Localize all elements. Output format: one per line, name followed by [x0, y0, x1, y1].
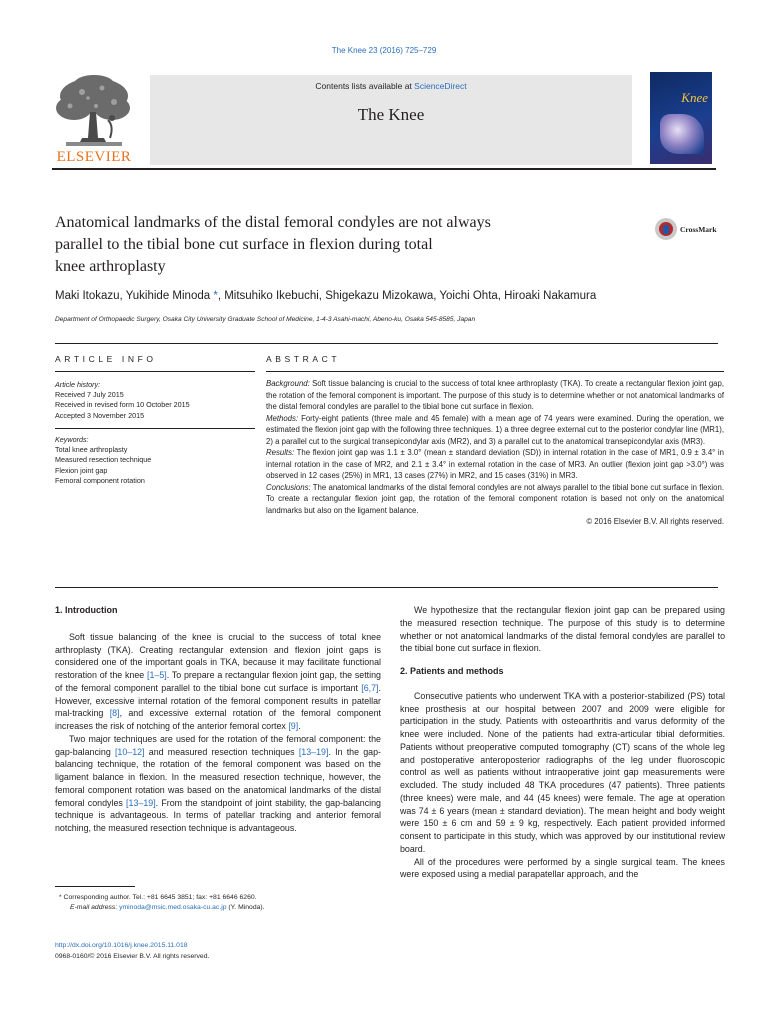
article-title — [55, 212, 615, 278]
abstract-background — [266, 378, 724, 413]
elsevier-logo — [52, 72, 136, 168]
email-label: E-mail address: — [70, 904, 120, 911]
email-suffix: (Y. Minoda). — [226, 904, 265, 911]
abstract-conclusions — [266, 482, 724, 517]
authors-text: Maki Itokazu, Yukihide Minoda — [55, 290, 214, 302]
conclusions-text: The anatomical landmarks of the distal femoral condyles are not always parallel to the tibial bone cut surface in flexion. To create a rectangular flexion joint gap, the rotation of the femoral component rotation is based not only on the anatomical landmarks but also on the ligament balance. — [266, 482, 724, 515]
keywords — [55, 435, 255, 486]
article-info-underline — [55, 371, 255, 372]
masthead-box — [150, 75, 632, 165]
email-line — [55, 903, 385, 913]
email-link[interactable]: yminoda@msic.med.osaka-cu.ac.jp — [119, 904, 227, 911]
contents-line — [150, 81, 632, 91]
text-run: and measured resection techniques — [144, 746, 299, 757]
footnote-rule — [55, 886, 135, 887]
knee-implant-image — [660, 114, 704, 154]
left-column — [55, 604, 381, 835]
right-column — [400, 604, 725, 881]
citation-link[interactable]: [10–12] — [114, 746, 145, 757]
background-label: Background: — [266, 379, 310, 388]
citation-link[interactable]: [13–19] — [298, 746, 329, 757]
crossmark-icon — [655, 218, 677, 240]
text-run: , and excessive external rotation of the femoral component increases the risk of notching of the anterior femoral cortex — [55, 708, 381, 731]
journal-name: The Knee — [357, 105, 425, 124]
text-run: . From the standpoint of joint stability, the gap-balancing technique is advantageous. In terms of patellar tracking and anterior femoral notching, the measured resection technique is advantageous. — [55, 797, 381, 833]
article-history — [55, 380, 255, 421]
citation-link[interactable]: [6,7] — [361, 682, 379, 693]
journal-cover-thumbnail[interactable] — [650, 72, 712, 164]
history-item: Accepted 3 November 2015 — [55, 410, 145, 420]
article-info-heading: ARTICLE INFO — [55, 354, 157, 364]
citation-link[interactable]: [1–5] — [147, 670, 167, 680]
abstract-heading: ABSTRACT — [266, 354, 341, 364]
journal-reference[interactable]: The Knee 23 (2016) 725–729 — [331, 46, 437, 55]
text-run: . To prepare a rectangular flexion joint gap, the setting of the femoral component parallel to the tibial bone cut surface is important — [55, 670, 381, 693]
history-item: Received 7 July 2015 — [55, 390, 124, 400]
history-item: Received in revised form 10 October 2015 — [55, 400, 190, 410]
cover-title: Knee — [681, 90, 708, 105]
citation-link[interactable]: [9] — [288, 721, 299, 731]
masthead-divider — [52, 168, 716, 170]
abstract-methods — [266, 413, 724, 448]
crossmark-label: CrossMark — [680, 224, 717, 234]
results-text: The flexion joint gap was 1.1 ± 3.0° (mean ± standard deviation (SD)) in internal rotation in the case of MR1, 0.9 ± 3.4° in internal rotation in the case of MR2, and 2.1 ± 3.4° in external rotation in the case of MR3. An outlier (flexion joint gap >3.0°) was observed in 12 cases (25%) in MR1, 13 cases (27%) in MR2, and 15 cases (31%) in MR3. — [266, 448, 724, 480]
author-affiliation: Department of Orthopaedic Surgery, Osaka City University Graduate School of Medicine, 1-4-3 Asahi-machi, Abeno-ku, Osaka 545-8585, Japan — [55, 316, 476, 323]
background-text: Soft tissue balancing is crucial to the success of total knee arthroplasty (TKA). To create a rectangular flexion joint gap, the rotation of the femoral component is important. The purpose of this study is to determine whether or not anatomical landmarks of the distal femoral condyles are parallel to the tibial bone cut surface in flexion. — [266, 379, 724, 411]
doi-link[interactable]: http://dx.doi.org/10.1016/j.knee.2015.11.018 — [55, 942, 188, 949]
methods-label: Methods: — [266, 413, 299, 423]
doi-block — [55, 940, 209, 962]
keyword-item: Flexion joint gap — [55, 465, 108, 475]
title-line: knee arthroplasty — [55, 258, 166, 275]
keyword-item: Femoral component rotation — [55, 475, 145, 485]
text-run: Soft tissue balancing of the knee is crucial to the success of total knee arthroplasty (TKA). Creating rectangular extension and flexion joint gaps is considered one of the important goals in TKA, because it may facilitate functional restoration of the knee — [55, 631, 381, 680]
text-run: Two major techniques are used for the rotation of the femoral component: the gap-balancing — [55, 733, 381, 757]
abstract-underline — [266, 371, 724, 372]
crossmark-badge[interactable] — [655, 218, 717, 240]
methods-text: Forty-eight patients (three male and 45 female) with a mean age of 74 years were examined. During the operation, we estimated the flexion joint gap with the following three techniques. 1) a three degree external cut to the posterior condylar line (MR1), 2) a parallel cut to the surgical transepicondylar axis (MR2), and 3) a parallel cut to the anatomical transepicondylar axis (MR3). — [266, 413, 724, 446]
section-divider — [55, 343, 718, 344]
citation-link[interactable]: [8] — [109, 708, 120, 719]
abstract-copyright: © 2016 Elsevier B.V. All rights reserved. — [586, 517, 724, 526]
intro-paragraph-2 — [55, 733, 381, 835]
results-label: Results: — [266, 448, 295, 457]
elsevier-wordmark: ELSEVIER — [56, 149, 132, 165]
issn-line: 0968-0160/© 2016 Elsevier B.V. All rights reserved. — [55, 953, 210, 960]
corresponding-author-footnote — [55, 893, 385, 913]
introduction-heading: 1. Introduction — [55, 605, 118, 615]
info-divider — [55, 428, 255, 429]
sciencedirect-link[interactable]: ScienceDirect — [414, 81, 467, 91]
methods-paragraph-1: Consecutive patients who underwent TKA with a posterior-stabilized (PS) total knee prosthesis at our hospital between 2007 and 2009 were eligible for participation in the study. Patients with osteoarthritis and varus deformity of the knee were included. None of the patients had extra-articular tibial deformities. Patients without preoperative computed tomography (CT) scans of the whole leg and postoperative anteroposterior radiographs of the leg under fluoroscopic control as well as patients without intraoperative joint gap measurements were excluded. The study included 48 TKA procedures (47 patients). Three patients (three knees) were male, and 44 (45 knees) were female. The age at operation was 74 ± 6 years (mean ± standard deviation). The mean height and body weight were 150 ± 6 cm and 59 ± 9 kg, respectively. Each patient provided informed consent to participate in this study, which was approved by our institutional review board. — [400, 690, 725, 854]
abstract-body — [266, 378, 724, 528]
body-divider — [55, 587, 718, 588]
keyword-item: Total knee arthroplasty — [55, 445, 128, 455]
keyword-item: Measured resection technique — [55, 455, 152, 465]
history-label: Article history: — [55, 380, 101, 389]
author-list — [55, 290, 735, 302]
text-run: . However, excessive internal rotation of the femoral component results in patellar mal-tracking — [55, 682, 381, 719]
title-line: Anatomical landmarks of the distal femoral condyles are not always — [55, 214, 491, 231]
authors-rest: , Mitsuhiko Ikebuchi, Shigekazu Mizokawa, Yoichi Ohta, Hiroaki Nakamura — [217, 290, 597, 302]
title-line: parallel to the tibial bone cut surface in flexion during total — [55, 236, 433, 253]
abstract-results — [266, 447, 724, 482]
corresponding-author-line: * Corresponding author. Tel.: +81 6645 3851; fax: +81 6646 6260. — [59, 894, 257, 901]
text-run: . — [298, 721, 301, 731]
citation-link[interactable]: [13–19] — [126, 797, 156, 808]
keywords-label: Keywords: — [55, 435, 89, 444]
contents-prefix: Contents lists available at — [315, 81, 415, 91]
conclusions-label: Conclusions: — [266, 482, 311, 492]
hypothesis-paragraph: We hypothesize that the rectangular flexion joint gap can be prepared using the measured resection technique. The purpose of this study is to determine whether or not anatomical landmarks of the distal femoral condyles are parallel to the tibial bone cut surface in flexion. — [400, 605, 725, 654]
methods-heading: 2. Patients and methods — [400, 666, 504, 676]
methods-paragraph-2: All of the procedures were performed by a single surgical team. The knees were exposed using a medial parapatellar approach, and the — [400, 856, 725, 880]
intro-paragraph-1 — [55, 631, 381, 733]
corresponding-author-mark[interactable]: * — [213, 290, 218, 302]
text-run: . In the gap-balancing technique, the rotation of the femoral component was based on the ligament balance in flexion. In the measured resection technique, however, the femoral component rotation was based on the anatomical landmarks of the distal femoral condyles — [55, 746, 382, 808]
